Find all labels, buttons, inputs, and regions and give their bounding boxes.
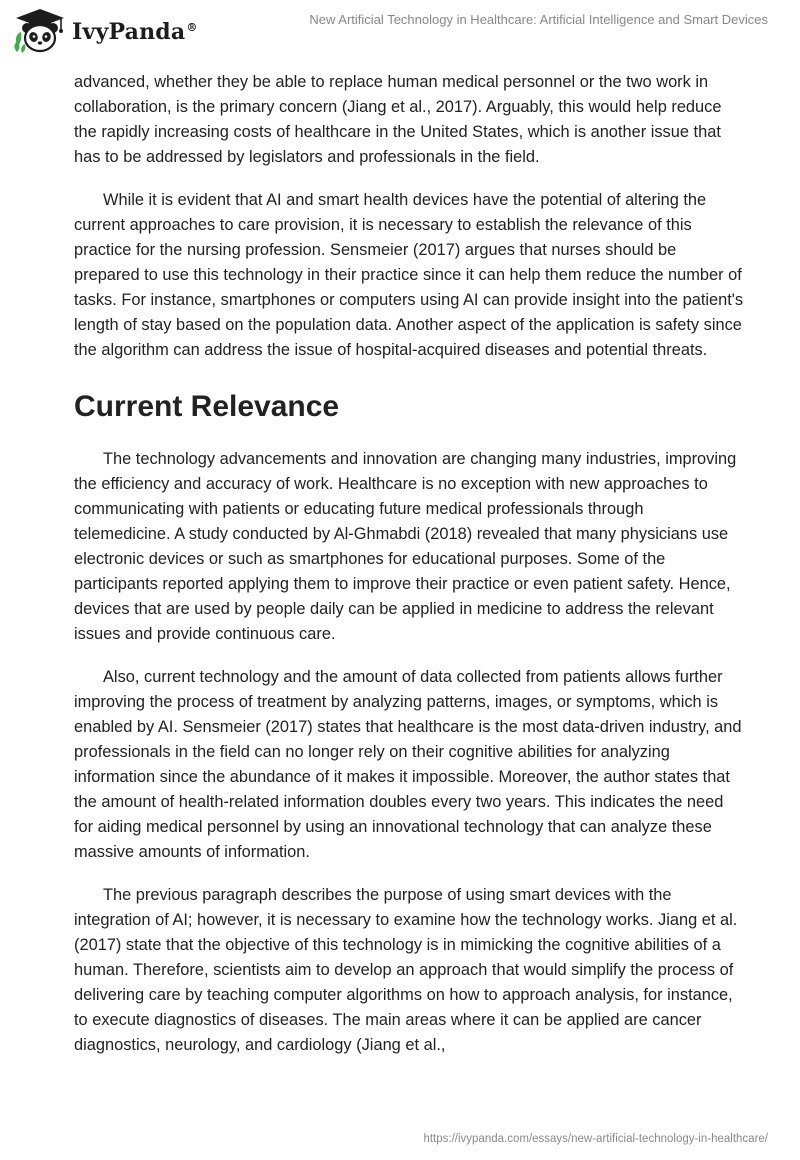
footer-source-url[interactable]: https://ivypanda.com/essays/new-artificial-technology-in-healthcare/ — [423, 1133, 768, 1145]
document-title: New Artificial Technology in Healthcare: Artificial Intelligence and Smart Devices — [309, 12, 768, 27]
section-heading-current-relevance: Current Relevance — [74, 390, 340, 423]
essay-body — [74, 70, 744, 1076]
page-header — [0, 0, 800, 70]
panda-graduate-icon — [12, 6, 68, 56]
logo-text: IvyPanda® — [72, 19, 198, 45]
paragraph-technology-advancements: The technology advancements and innovation are changing many industries, improving the efficiency and accuracy of work. Healthcare is no exception with new approaches to communicating with patients or educating future medical professionals through telemedicine. A study conducted by Al-Ghmabdi (2018) revealed that many physicians use electronic devices or such as smartphones for educational purposes. Some of the participants reported applying them to improve their practice or even patient safety. Hence, devices that are used by people daily can be applied in medicine to address the relevant issues and provide continuous care. — [74, 450, 737, 643]
registered-mark: ® — [186, 20, 198, 34]
paragraph-how-technology-works: The previous paragraph describes the purpose of using smart devices with the integration of AI; however, it is necessary to examine how the technology works. Jiang et al. (2017) state that the objective of this technology is in mimicking the cognitive abilities of a human. Therefore, scientists aim to develop an approach that would simplify the process of delivering care by teaching computer algorithms on how to approach analysis, for instance, to execute diagnostics of diseases. The main areas where it can be applied are cancer diagnostics, neurology, and cardiology (Jiang et al., — [74, 886, 738, 1054]
paragraph-continued: advanced, whether they be able to replace human medical personnel or the two work in collaboration, is the primary concern (Jiang et al., 2017). Arguably, this would help reduce the rapidly increasing costs of healthcare in the United States, which is another issue that has to be addressed by legislators and professionals in the field. — [74, 73, 722, 166]
paragraph-nursing-relevance: While it is evident that AI and smart health devices have the potential of altering the current approaches to care provision, it is necessary to establish the relevance of this practice for the nursing profession. Sensmeier (2017) argues that nurses should be prepared to use this technology in their practice since it can help them reduce the number of tasks. For instance, smartphones or computers using AI can provide insight into the patient's length of stay based on the population data. Another aspect of the application is safety since the algorithm can address the issue of hospital-acquired diseases and potential threats. — [74, 191, 744, 359]
ivypanda-logo[interactable] — [12, 6, 198, 56]
paragraph-data-driven: Also, current technology and the amount of data collected from patients allows further improving the process of treatment by analyzing patterns, images, or symptoms, which is enabled by AI. Sensmeier (2017) states that healthcare is the most data-driven industry, and professionals in the field can no longer rely on their cognitive abilities for analyzing information since the abundance of it makes it impossible. Moreover, the author states that the amount of health-related information doubles every two years. This indicates the need for aiding medical personnel by using an innovational technology that can analyze these massive amounts of information. — [74, 668, 742, 861]
